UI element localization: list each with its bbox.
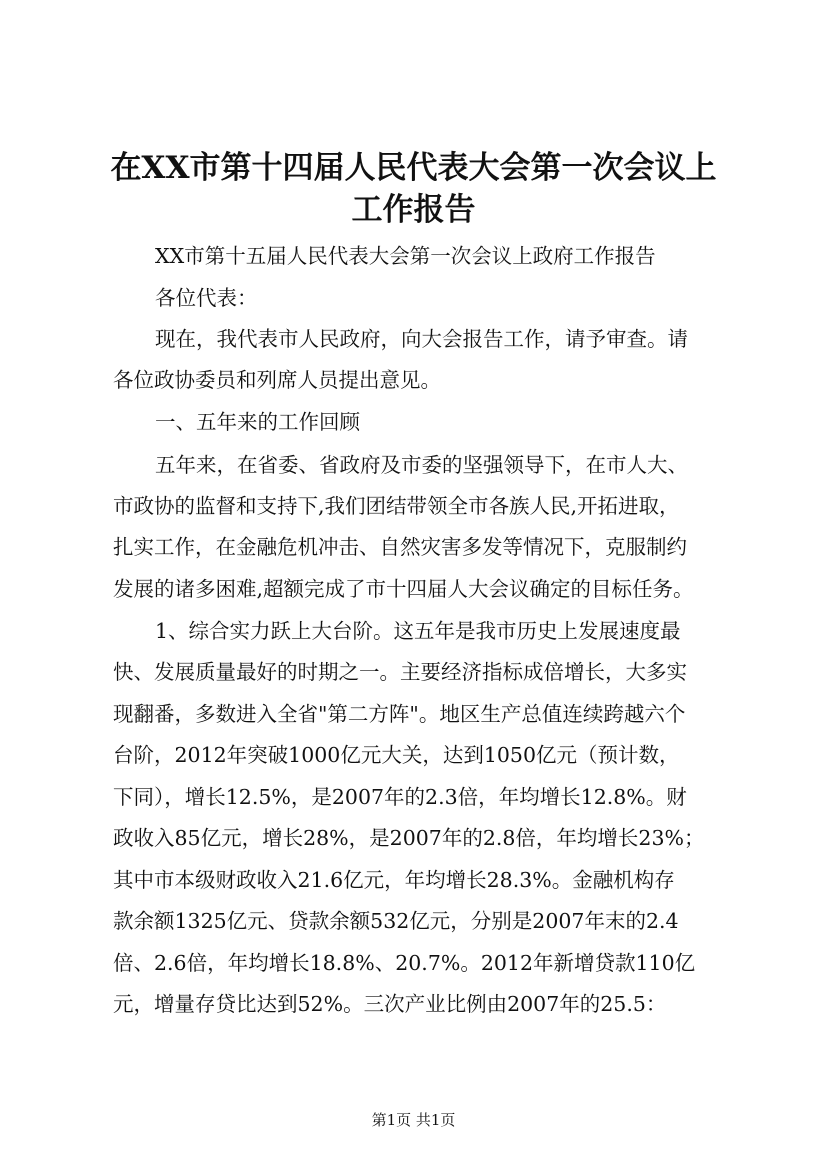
body-line: 五年来，在省委、省政府及市委的坚强领导下，在市人大、 <box>155 453 688 477</box>
body-line: 倍、2.6倍，年均增长18.8%、20.7%。2012年新增贷款110亿 <box>113 951 696 975</box>
salutation-line: 各位代表： <box>155 286 258 310</box>
body-line: 快、发展质量最好的时期之一。主要经济指标成倍增长，大多实 <box>113 660 687 684</box>
body-line: 扎实工作，在金融危机冲击、自然灾害多发等情况下，克服制约 <box>113 535 687 559</box>
body-line: 下同），增长12.5%，是2007年的2.3倍，年均增长12.8%。财 <box>113 785 687 809</box>
body-line: 各位政协委员和列席人员提出意见。 <box>113 368 441 392</box>
document-title-line2: 工作报告 <box>351 192 476 228</box>
section-heading: 一、五年来的工作回顾 <box>155 410 360 434</box>
subtitle-line: XX市第十五届人民代表大会第一次会议上政府工作报告 <box>155 244 656 268</box>
body-line: 现翻番，多数进入全省"第二方阵"。地区生产总值连续跨越六个 <box>113 702 686 726</box>
page-footer: 第1页 共1页 <box>371 1111 456 1129</box>
body-line: 其中市本级财政收入21.6亿元，年均增长28.3%。金融机构存 <box>113 868 675 892</box>
document-title-line1: 在XX市第十四届人民代表大会第一次会议上 <box>110 150 717 186</box>
body-line: 发展的诸多困难,超额完成了市十四届人大会议确定的目标任务。 <box>113 577 694 601</box>
body-line: 1、综合实力跃上大台阶。这五年是我市历史上发展速度最 <box>155 619 681 643</box>
body-line: 款余额1325亿元、贷款余额532亿元，分别是2007年末的2.4 <box>113 909 679 933</box>
body-line: 政收入85亿元，增长28%，是2007年的2.8倍，年均增长23%； <box>113 826 705 850</box>
body-line: 现在，我代表市人民政府，向大会报告工作，请予审查。请 <box>155 327 688 351</box>
body-line: 市政协的监督和支持下,我们团结带领全市各族人民,开拓进取， <box>113 494 680 518</box>
body-line: 台阶，2012年突破1000亿元大关，达到1050亿元（预计数， <box>113 743 680 767</box>
body-line: 元，增量存贷比达到52%。三次产业比例由2007年的25.5： <box>113 992 667 1016</box>
